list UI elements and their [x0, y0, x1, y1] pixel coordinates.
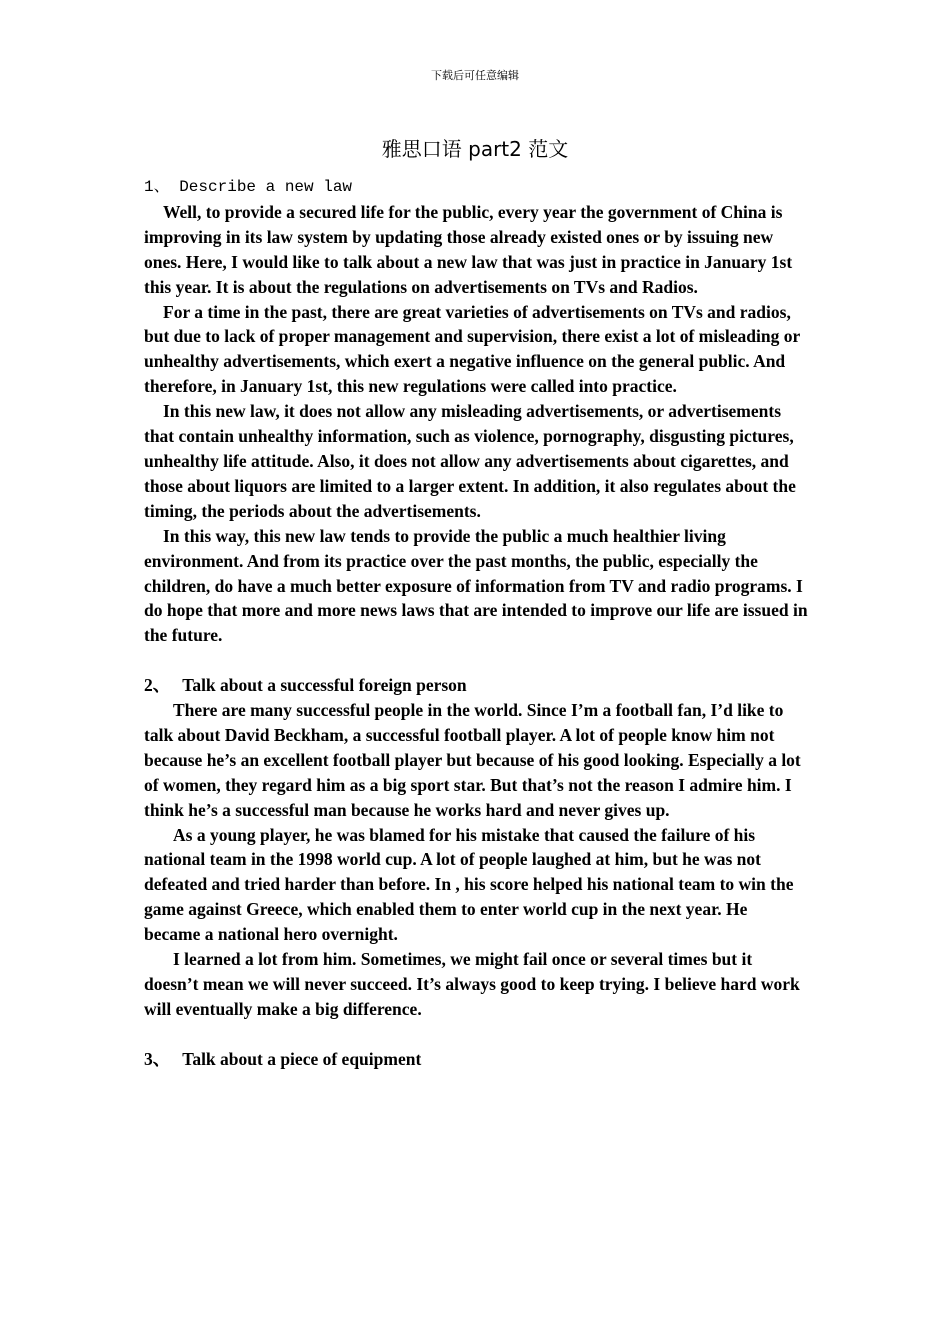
section-1-paragraph-2: For a time in the past, there are great varieties of advertisements on TVs and radios, but due to lack of proper management and supervision, there exist a lot of misleading or unhealthy advertisements, which exert a negative influence on the general public. And therefore, in January 1st, this new regulations were called into practice.: [144, 301, 800, 397]
header-note: 下载后可任意编辑: [431, 69, 519, 82]
section-2-heading-text: Talk about a successful foreign person: [182, 675, 467, 696]
section-1-paragraph-1: Well, to provide a secured life for the public, every year the government of China is improving in its law system by updating those already existed ones or by issuing new ones. Here, I would like to talk about a new law that was just in practice in January 1st this year. It is about the regulations on advertisements on TVs and Radios.: [144, 201, 793, 297]
section-1-paragraph-4: In this way, this new law tends to provide the public a much healthier living environment. And from its practice over the past months, the public, especially the children, do have a much better exposure of information from TV and radio programs. I do hope that more and more news laws that are intended to improve our life are issued in the future.: [144, 525, 808, 646]
section-2-paragraph-3: I learned a lot from him. Sometimes, we might fail once or several times but it doesn’t mean we will never succeed. It’s always good to keep trying. I believe hard work will eventually make a big difference.: [144, 949, 800, 1019]
section-2-heading: [144, 673, 808, 698]
section-2-paragraph-2-rest: national team in the 1998 world cup. A lot of people laughed at him, but he was not defeated and tried harder than before. In , his score helped his national team to win the game against Greece, which enabled them to enter world cup in the next year. He became a national hero overnight.: [144, 849, 794, 945]
section-1-heading: 1、 Describe a new law: [144, 178, 353, 196]
section-3-heading: [144, 1047, 808, 1072]
spacer: [144, 1022, 808, 1047]
section-2-paragraph-2-start: As a young player, he was blamed for his mistake that caused the failure of his: [173, 824, 756, 845]
document-title: 雅思口语 part2 范文: [381, 137, 569, 161]
section-3-number: 3、: [144, 1048, 171, 1069]
section-2-number: 2、: [144, 675, 171, 696]
section-2-paragraph-1: There are many successful people in the world. Since I’m a football fan, I’d like to talk about David Beckham, a successful football player. A lot of people know him not because he’s an excellent football player but because of his good looking. Especially a lot of women, they regard him as a big sport star. But that’s not the reason I admire him. I think he’s a successful man because he works hard and never gives up.: [144, 700, 801, 820]
document-body: [144, 175, 808, 1072]
spacer: [144, 648, 808, 673]
section-1-paragraph-3: In this new law, it does not allow any misleading advertisements, or advertisements that contain unhealthy information, such as violence, pornography, disgusting pictures, unhealthy life attitude. Also, it does not allow any advertisements about cigarettes, and those about liquors are limited to a larger extent. In addition, it also regulates about the timing, the periods about the advertisements.: [144, 401, 796, 521]
section-3-heading-text: Talk about a piece of equipment: [182, 1048, 422, 1069]
